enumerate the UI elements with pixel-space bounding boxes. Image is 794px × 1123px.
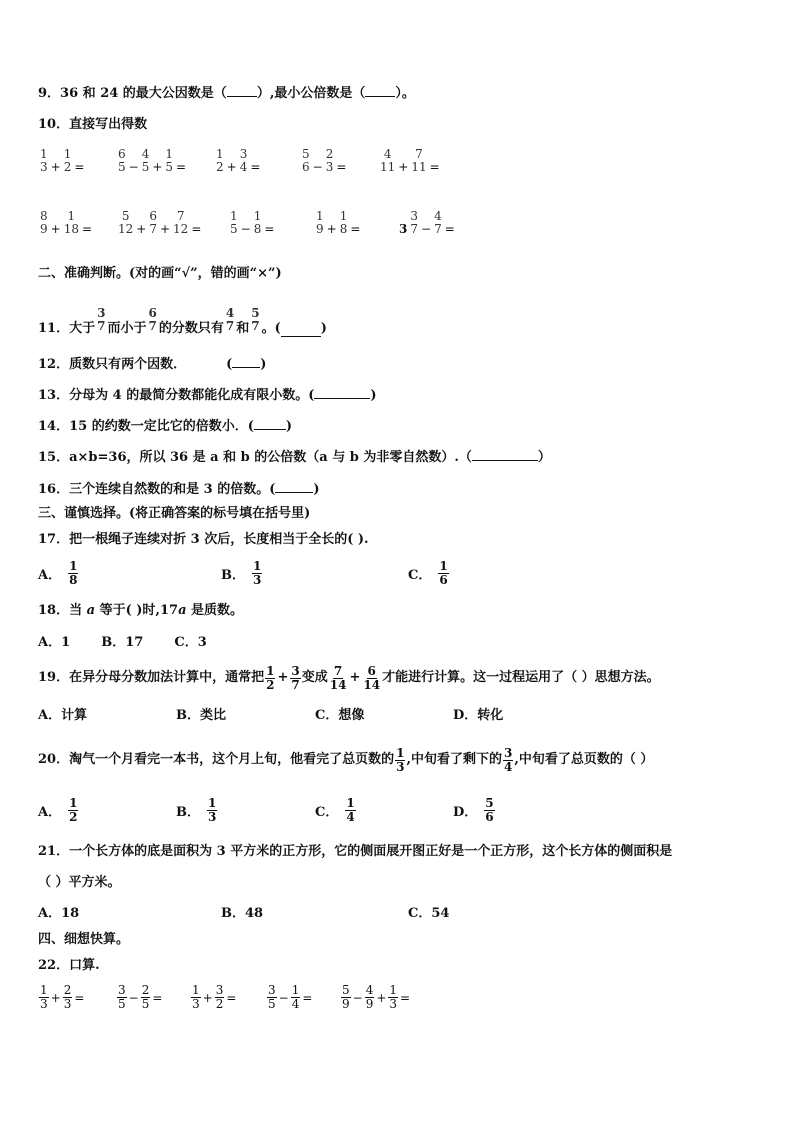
question-12: 12．质数只有两个因数． ( ) [38,357,267,372]
q19-option-d[interactable]: D．转化 [453,708,504,723]
question-20: 20． 淘气一个月看完一本书，这个月上旬，他看完了总页数的 1 3 ,中旬看了剩下的 3 4 ,中旬看了总页数的（ ） [38,745,654,774]
fraction: 1 2 [266,663,275,692]
fraction: 6 7 [149,209,157,236]
question-10-title: 10．直接写出得数 [38,117,148,132]
answer-blank[interactable] [254,417,286,430]
fraction: 3 4 [504,745,513,774]
section-2-title: 二、准确判断。(对的画“√”，错的画“×”) [38,266,282,281]
answer-blank[interactable] [232,355,260,368]
fraction: 1 8 [253,209,262,236]
expression: 1 3 + $\frac{3}{2}$ = [192,983,237,1011]
answer-blank[interactable] [275,480,313,493]
q18-option-b[interactable]: B．17 [101,635,144,650]
q20-option-c[interactable]: C． 1 4 [315,796,355,824]
fraction: 7 12 [173,209,189,236]
fraction: 1 5 [165,147,174,174]
q19-option-b[interactable]: B．类比 [176,708,227,723]
fraction: $\frac{6}{14}$ [363,663,381,692]
question-9: 9．36 和 24 的最大公因数是（ ）,最小公倍数是（ ）。 [38,86,415,101]
question-19: 19． 在异分母分数加法计算中，通常把 1 2 + $\frac{3}{7}$ 变成 7 14 + $\frac{6}{14}$ 才能进行计算。这一过程运用了（ ）思想方法。 [38,663,660,692]
fraction: 5 12 [118,209,134,236]
answer-blank[interactable] [227,84,257,97]
fraction: 5 6 [302,147,310,174]
fraction: $\frac{2}{3}$ [63,983,72,1011]
expression: 3 5 − $\frac{2}{5}$ = [118,983,163,1011]
fraction: 3 4 [239,147,248,174]
fraction: 4 7 [225,306,235,333]
fraction: 1 2 [63,147,72,174]
fraction: $\frac{1}{3}$ [389,983,398,1011]
q20-option-b[interactable]: B． 1 3 [176,796,217,824]
fraction: 4 5 [141,147,150,174]
q18-option-c[interactable]: C．3 [174,635,207,650]
section-3-title: 三、谨慎选择。(将正确答案的标号填在括号里) [38,506,311,521]
expression: 1 3 + 1 2 = [40,147,85,174]
q17-option-a[interactable]: A． 1 8 [38,559,78,587]
question-15: 15．a×b=36，所以 36 是 a 和 b 的公倍数（a 与 b 为非零自然数）.（ ） [38,450,551,465]
fraction: 5 7 [251,306,260,333]
fraction: 1 9 [316,209,324,236]
fraction: $\frac{4}{9}$ [365,983,374,1011]
expression: 5 6 − 2 3 = [302,147,347,174]
expression: 8 9 + 1 18 = [40,209,93,236]
q19-option-c[interactable]: C．想像 [315,708,365,723]
question-21-cont: （ ）平方米。 [38,875,121,890]
answer-blank[interactable] [314,386,370,399]
expression: 1 2 + 3 4 = [216,147,261,174]
fraction: 1 6 [439,559,448,587]
q21-option-b[interactable]: B．48 [221,906,264,921]
fraction: 3 5 [118,983,126,1011]
question-17: 17．把一根绳子连续对折 3 次后，长度相当于全长的( ). [38,532,369,547]
fraction: 3 5 [268,983,276,1011]
fraction: 4 7 [434,209,442,236]
q21-option-c[interactable]: C．54 [408,906,450,921]
fraction: 5 9 [342,983,350,1011]
fraction: 8 9 [40,209,48,236]
q18-options [38,635,207,651]
expression: 6 5 − 4 5 + 1 5 = [118,147,187,174]
fraction: 3 7 [97,306,106,333]
q17-option-b[interactable]: B． 1 3 [221,559,262,587]
fraction: 1 4 [346,796,355,824]
fraction: 1 8 [339,209,348,236]
q20-option-a[interactable]: A． 1 2 [38,796,78,824]
fraction: 1 18 [63,209,79,236]
expression: 5 9 − $\frac{4}{9}$ + $\frac{1}{3}$ = [342,983,411,1011]
fraction: 6 5 [118,147,126,174]
fraction: 1 5 [230,209,238,236]
question-22-title: 22．口算. [38,958,100,973]
fraction: 1 3 [40,147,48,174]
fraction: 1 3 [208,796,217,824]
expression: 1 3 + $\frac{2}{3}$ = [40,983,85,1011]
fraction: 1 2 [69,796,78,824]
fraction: 7 14 [329,663,347,692]
answer-blank[interactable] [365,84,395,97]
fraction: 3 7 [410,209,418,236]
question-16: 16．三个连续自然数的和是 3 的倍数。( ) [38,482,320,497]
fraction: 7 11 [411,147,427,174]
q17-option-c[interactable]: C． 1 6 [408,559,448,587]
expression: 4 11 + 7 11 = [380,147,440,174]
expression: 1 9 + 1 8 = [316,209,361,236]
fraction: $\frac{1}{4}$ [291,983,300,1011]
expression: 1 5 − 1 8 = [230,209,275,236]
fraction: $\frac{3}{7}$ [291,663,300,692]
question-14: 14．15 的约数一定比它的倍数小．( ) [38,419,293,434]
fraction: 2 3 [325,147,334,174]
answer-blank[interactable] [281,324,321,337]
section-4-title: 四、细想快算。 [38,932,130,947]
fraction: 1 2 [216,147,224,174]
expression: 3 3 7 − 4 7 = [399,209,455,236]
fraction: 4 11 [380,147,396,174]
question-21: 21．一个长方体的底是面积为 3 平方米的正方形，它的侧面展开图正好是一个正方形，这个长方体的侧面积是 [38,844,673,859]
fraction: $\frac{2}{5}$ [141,983,150,1011]
question-18: 18．当 a 等于( )时,17a 是质数。 [38,603,244,618]
q19-option-a[interactable]: A．计算 [38,708,88,723]
question-11: 11． 大于 3 7 而小于 6 7 的分数只有 4 7 和 5 7 。( ) [38,306,327,336]
fraction: 1 3 [192,983,200,1011]
fraction: 1 3 [40,983,48,1011]
q21-option-a[interactable]: A．18 [38,906,80,921]
answer-blank[interactable] [472,448,538,461]
fraction: 1 3 [396,745,405,774]
q18-option-a[interactable]: A．1 [38,635,71,650]
question-13: 13．分母为 4 的最简分数都能化成有限小数。( ) [38,388,377,403]
q20-option-d[interactable]: D． 5 6 [453,796,494,824]
expression: 5 12 + 6 7 + 7 12 = [118,209,202,236]
fraction: 6 7 [148,306,157,333]
fraction: $\frac{3}{2}$ [215,983,224,1011]
expression: 3 5 − $\frac{1}{4}$ = [268,983,313,1011]
fraction: 1 3 [253,559,262,587]
fraction: 1 8 [69,559,78,587]
fraction: 5 6 [485,796,494,824]
